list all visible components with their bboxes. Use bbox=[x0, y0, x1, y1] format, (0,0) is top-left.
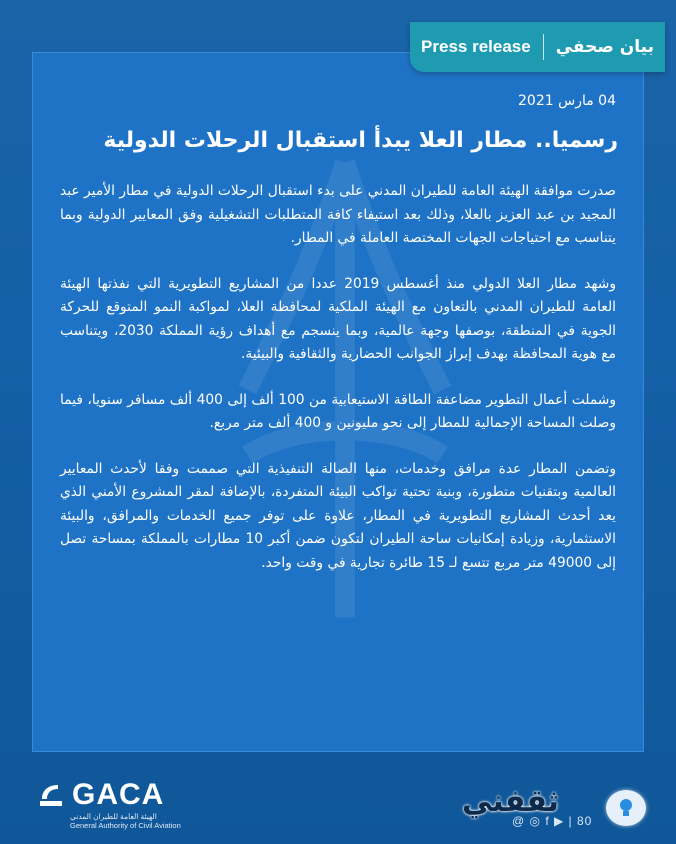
article-title: رسميا.. مطار العلا يبدأ استقبال الرحلات الدولية bbox=[103, 128, 618, 153]
paragraph-3: وشملت أعمال التطوير مضاعفة الطاقة الاستيعابية من 100 ألف إلى 400 ألف مسافر سنويا، فيما وصلت المساحة الإجمالية للمطار إلى نحو مليونين و 400 ألف متر مربع. bbox=[60, 391, 617, 431]
article-body bbox=[60, 180, 616, 597]
gaca-emblem-icon bbox=[36, 779, 66, 811]
paragraph-2: وشهد مطار العلا الدولي منذ أغسطس 2019 عددا من المشاريع التطويرية التي نفذتها الهيئة العامة للطيران المدني بالتعاون مع الهيئة الملكية لمحافظة العلا، لمواكبة النمو المتوقع للحركة الجوية في المنطقة، بوصفها وجهة عالمية، وبما ينسجم مع أهداف رؤية المملكة 2030، ويتناسب مع هوية المحافظة بهدف إبراز الجوانب الحضارية والثقافية والبيئية. bbox=[60, 275, 616, 362]
social-links: @ ◎ f ▶ | 80 bbox=[512, 814, 593, 828]
paragraph-1: صدرت موافقة الهيئة العامة للطيران المدني على بدء استقبال الرحلات الدولية في مطار الأمير عبد المجيد بن عبد العزيز بالعلا، وذلك بعد استيفاء كافة المتطلبات التشغيلية وفق المعايير الدولية وبما يتناسب مع احتياجات الجهات المختصة العاملة في المطار. bbox=[60, 183, 616, 246]
gaca-logo-text: GACA bbox=[72, 778, 165, 811]
press-release-en: Press release bbox=[421, 37, 531, 56]
tag-divider bbox=[543, 34, 544, 60]
gaca-logo-subtitle bbox=[70, 812, 181, 830]
press-release-ar: بيان صحفي bbox=[555, 37, 654, 57]
gaca-logo bbox=[36, 778, 164, 812]
gaca-subtitle-ar: الهيئة العامة للطيران المدني bbox=[70, 812, 157, 821]
paragraph-4: وتضمن المطار عدة مرافق وخدمات، منها الصالة التنفيذية التي صممت وفقا لأحدث المعايير العالمية وبتقنيات متطورة، وبنية تحتية تواكب البيئة المتفردة، بالإضافة لمقر المشروع الأمني الذي يعد أحدث المشاريع التطويرية في المطار، علاوة على توفر جميع الخدمات والمرافق، والبيئة الاستثمارية، وزيادة إمكانيات ساحة الطيران لتكون ضمن أكبر 10 مطارات بالمملكة بمساحة تصل إلى 49000 متر مربع تتسع لـ 15 طائرة تجارية في وقت واحد. bbox=[60, 460, 616, 571]
article-date: 04 مارس 2021 bbox=[518, 93, 616, 109]
watermark-brand: ثقفني bbox=[462, 784, 560, 819]
press-release-tag bbox=[410, 22, 665, 72]
gaca-subtitle-en: General Authority of Civil Aviation bbox=[70, 821, 181, 830]
lightbulb-icon bbox=[606, 790, 646, 826]
